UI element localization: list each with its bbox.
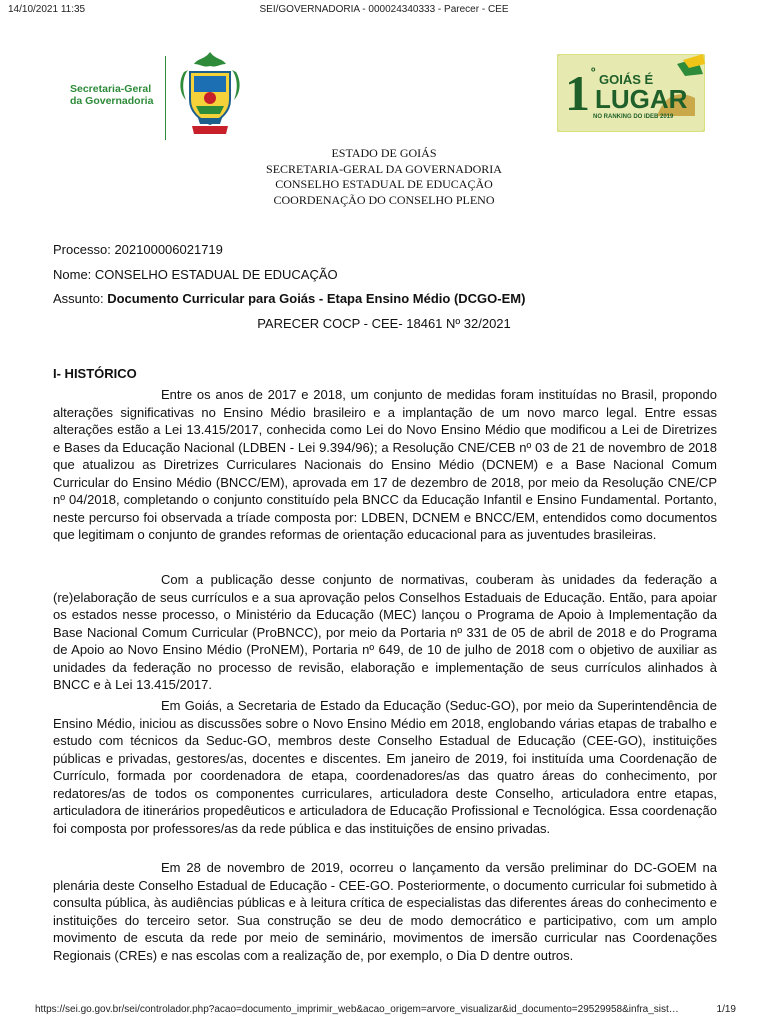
paragraph-3 — [53, 697, 717, 837]
badge-number: 1 — [565, 65, 590, 121]
letterhead-line: CONSELHO ESTADUAL DE EDUCAÇÃO — [275, 177, 493, 191]
paragraph-text: Em Goiás, a Secretaria de Estado da Educação (Seduc-GO), por meio da Superintendência de Ensino Médio, iniciou as discussões sobre o Novo Ensino Médio em 2018, englobando várias etapas de trabalho e estudo com técnicos da Seduc-GO, membros deste Conselho Estadual de Educação (CEE-GO), instituições públicas e privadas, gestores/as, docentes e discentes. Em janeiro de 2019, foi instituída uma Coordenação de Currículo, formada por coordenadora de etapa, coordenadores/as das quatro áreas do conhecimento, por redatores/as de todos os componentes curriculares, articuladora deste Conselho, articuladora entre etapas, articuladora de itinerários propedêuticos e articuladora de Educação Profissional e Tecnológica. Essa coordenação foi composta por professores/as da rede pública e das instituições de ensino privadas. — [53, 698, 717, 836]
paragraph-text: Entre os anos de 2017 e 2018, um conjunto de medidas foram instituídas no Brasil, propondo alterações significativas no Ensino Médio brasileiro e a implantação de um novo marco legal. Entre essas alterações estão a Lei 13.415/2017, conhecida como Lei do Novo Ensino Médio que modificou a Lei de Diretrizes e Bases da Educação Nacional (LDBEN - Lei 9.394/96); a Resolução CNE/CEB nº 03 de 21 de novembro de 2018 que atualizou as Diretrizes Curriculares Nacionais do Ensino Médio (DCNEM) e a Base Nacional Comum Curricular do Ensino Médio (BNCC/EM), aprovada em 17 de dezembro de 2018, por meio da Resolução CNE/CP nº 04/2018, completando o conjunto constituído pela BNCC da Educação Infantil e Ensino Fundamental. Portanto, neste percurso foi observada a tríade composta por: LDBEN, DCNEM e BNCC/EM, entendidos como documentos que legitimam o conjunto de grandes reformas de orientação educacional para as juventudes brasileiras. — [53, 387, 717, 542]
org-name-line1: Secretaria-Geral — [70, 83, 152, 95]
letterhead-line: ESTADO DE GOIÁS — [331, 146, 437, 160]
badge-lugar-text: LUGAR — [595, 84, 688, 114]
nome-value: CONSELHO ESTADUAL DE EDUCAÇÃO — [94, 267, 338, 282]
parecer-number: PARECER COCP - CEE- 18461 Nº 32/2021 — [257, 316, 511, 331]
letterhead-line: COORDENAÇÃO DO CONSELHO PLENO — [273, 192, 495, 207]
print-title: SEI/GOVERNADORIA - 000024340333 - Parecer - CEE — [259, 4, 509, 15]
ideb-ranking-badge — [557, 54, 705, 132]
logo-divider — [165, 56, 166, 140]
badge-superscript: º — [591, 65, 596, 79]
print-header — [0, 4, 768, 20]
document-url: https://sei.go.gov.br/sei/controlador.php?acao=documento_imprimir_web&acao_origem=arvore_visualizar&id_documento=29529958&infra_sist… — [35, 1004, 679, 1015]
nome-label: Nome: — [53, 267, 92, 282]
print-footer — [0, 1004, 768, 1018]
page-number: 1/19 — [716, 1004, 736, 1015]
org-name — [70, 83, 162, 107]
letterhead — [0, 146, 768, 208]
secretaria-logo — [70, 48, 250, 140]
assunto-value: Documento Curricular para Goiás - Etapa Ensino Médio (DCGO-EM) — [107, 291, 526, 306]
processo-value: 202100006021719 — [114, 242, 223, 257]
nome-line — [53, 267, 338, 282]
assunto-label: Assunto: — [53, 291, 104, 306]
paragraph-text: Em 28 de novembro de 2019, ocorreu o lançamento da versão preliminar do DC-GOEM na plenária deste Conselho Estadual de Educação - CEE-GO. Posteriormente, o documento curricular foi submetido à consulta pública, às audiências públicas e à leitura crítica de especialistas das diferentes áreas do conhecimento e instituições do terceiro setor. Sua construção se deu de modo democrático e participativo, com um amplo movimento de escuta da rede por meio de seminário, movimentos de imersão curricular nas Coordenações Regionais (CREs) e nas escolas com a realização de, por exemplo, o Dia D dentre outros. — [53, 860, 717, 963]
section-title: I- HISTÓRICO — [53, 366, 137, 381]
badge-graphic — [557, 54, 705, 132]
coat-of-arms-icon — [174, 48, 246, 140]
processo-label: Processo: — [53, 242, 111, 257]
letterhead-line: SECRETARIA-GERAL DA GOVERNADORIA — [266, 161, 502, 176]
paragraph-1 — [53, 386, 717, 544]
paragraph-text: Com a publicação desse conjunto de normativas, couberam às unidades da federação a (re)elaboração de seus currículos e a sua aprovação pelos Conselhos Estaduais de Educação. Então, para apoiar os estados nesse processo, o Ministério da Educação (MEC) lançou o Programa de Apoio à Implementação da Base Nacional Comum Curricular (ProBNCC), por meio da Portaria nº 331 de 05 de abril de 2018 e do Programa de Apoio ao Novo Ensino Médio (ProNEM), Portaria nº 649, de 10 de julho de 2018 com o objetivo de auxiliar as unidades da federação no processo de revisão, elaboração e implementação de seus currículos alinhados à BNCC e à Lei 13.415/2017. — [53, 572, 717, 692]
badge-goias-text: GOIÁS É — [599, 72, 654, 87]
badge-ranking-text: NO RANKING DO IDEB 2019 — [593, 114, 674, 120]
org-name-line2: da Governadoria — [70, 95, 154, 107]
processo-line — [53, 242, 223, 257]
assunto-line — [53, 291, 525, 306]
paragraph-4 — [53, 859, 717, 964]
paragraph-2 — [53, 571, 717, 694]
print-datetime: 14/10/2021 11:35 — [8, 4, 86, 15]
